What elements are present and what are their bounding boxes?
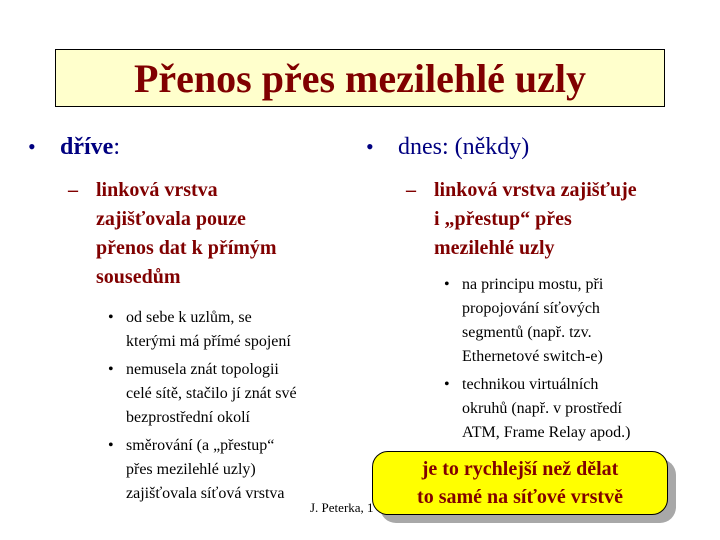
item-line: bezprostřední okolí <box>126 409 250 426</box>
item-line: segmentů (např. tzv. <box>462 324 592 341</box>
item-line: zajišťovala síťová vrstva <box>126 485 285 502</box>
callout-box <box>372 451 668 515</box>
item-line: přes mezilehlé uzly) <box>126 461 256 478</box>
list-item <box>108 306 358 354</box>
bullet-icon: • <box>108 361 114 378</box>
left-column <box>28 132 358 510</box>
callout-line: to samé na síťové vrstvě <box>417 486 623 508</box>
left-heading-bold: dříve <box>60 134 114 160</box>
right-sub-line: linková vrstva zajišťuje <box>434 179 637 201</box>
item-line: technikou virtuálních <box>462 376 599 393</box>
right-heading-row <box>366 132 706 162</box>
right-heading: dnes: (někdy) <box>398 134 530 160</box>
item-line: na principu mostu, při <box>462 276 604 293</box>
footer-author: J. Peterka, 1 <box>310 500 374 515</box>
left-detail-list <box>108 306 358 506</box>
title-box <box>55 49 665 107</box>
right-column <box>366 132 706 449</box>
left-sub-line: linková vrstva <box>96 179 218 201</box>
callout-line: je to rychlejší než dělat <box>421 458 619 480</box>
left-heading-colon: : <box>113 134 120 160</box>
right-sub-line: mezilehlé uzly <box>434 237 555 259</box>
right-sub-line: i „přestup“ přes <box>434 208 572 230</box>
list-item <box>108 434 358 506</box>
dash-icon: – <box>406 179 416 201</box>
right-subpoint <box>406 176 706 263</box>
slide-title: Přenos přes mezilehlé uzly <box>133 55 587 101</box>
item-line: směrování (a „přestup“ <box>126 437 275 454</box>
left-heading-row <box>28 132 358 162</box>
list-item <box>108 358 358 430</box>
item-line: okruhů (např. v prostředí <box>462 400 622 417</box>
left-heading <box>60 132 120 162</box>
bullet-icon: • <box>28 134 36 159</box>
item-line: Ethernetové switch-e) <box>462 348 603 365</box>
left-sub-line: přenos dat k přímým <box>96 237 277 259</box>
right-detail-list <box>444 273 706 445</box>
bullet-icon: • <box>108 309 114 326</box>
bullet-icon: • <box>444 276 450 293</box>
left-sub-line: sousedům <box>96 266 181 288</box>
item-line: nemusela znát topologii <box>126 361 279 378</box>
item-line: ATM, Frame Relay apod.) <box>462 424 631 441</box>
item-line: celé sítě, stačilo jí znát své <box>126 385 297 402</box>
bullet-icon: • <box>444 376 450 393</box>
bullet-icon: • <box>366 134 374 159</box>
bullet-icon: • <box>108 437 114 454</box>
item-line: propojování síťových <box>462 300 600 317</box>
list-item <box>444 273 706 369</box>
dash-icon: – <box>68 179 78 201</box>
list-item <box>444 373 706 445</box>
item-line: kterými má přímé spojení <box>126 333 291 350</box>
item-line: od sebe k uzlům, se <box>126 309 252 326</box>
left-sub-line: zajišťovala pouze <box>96 208 246 230</box>
left-subpoint <box>68 176 358 292</box>
